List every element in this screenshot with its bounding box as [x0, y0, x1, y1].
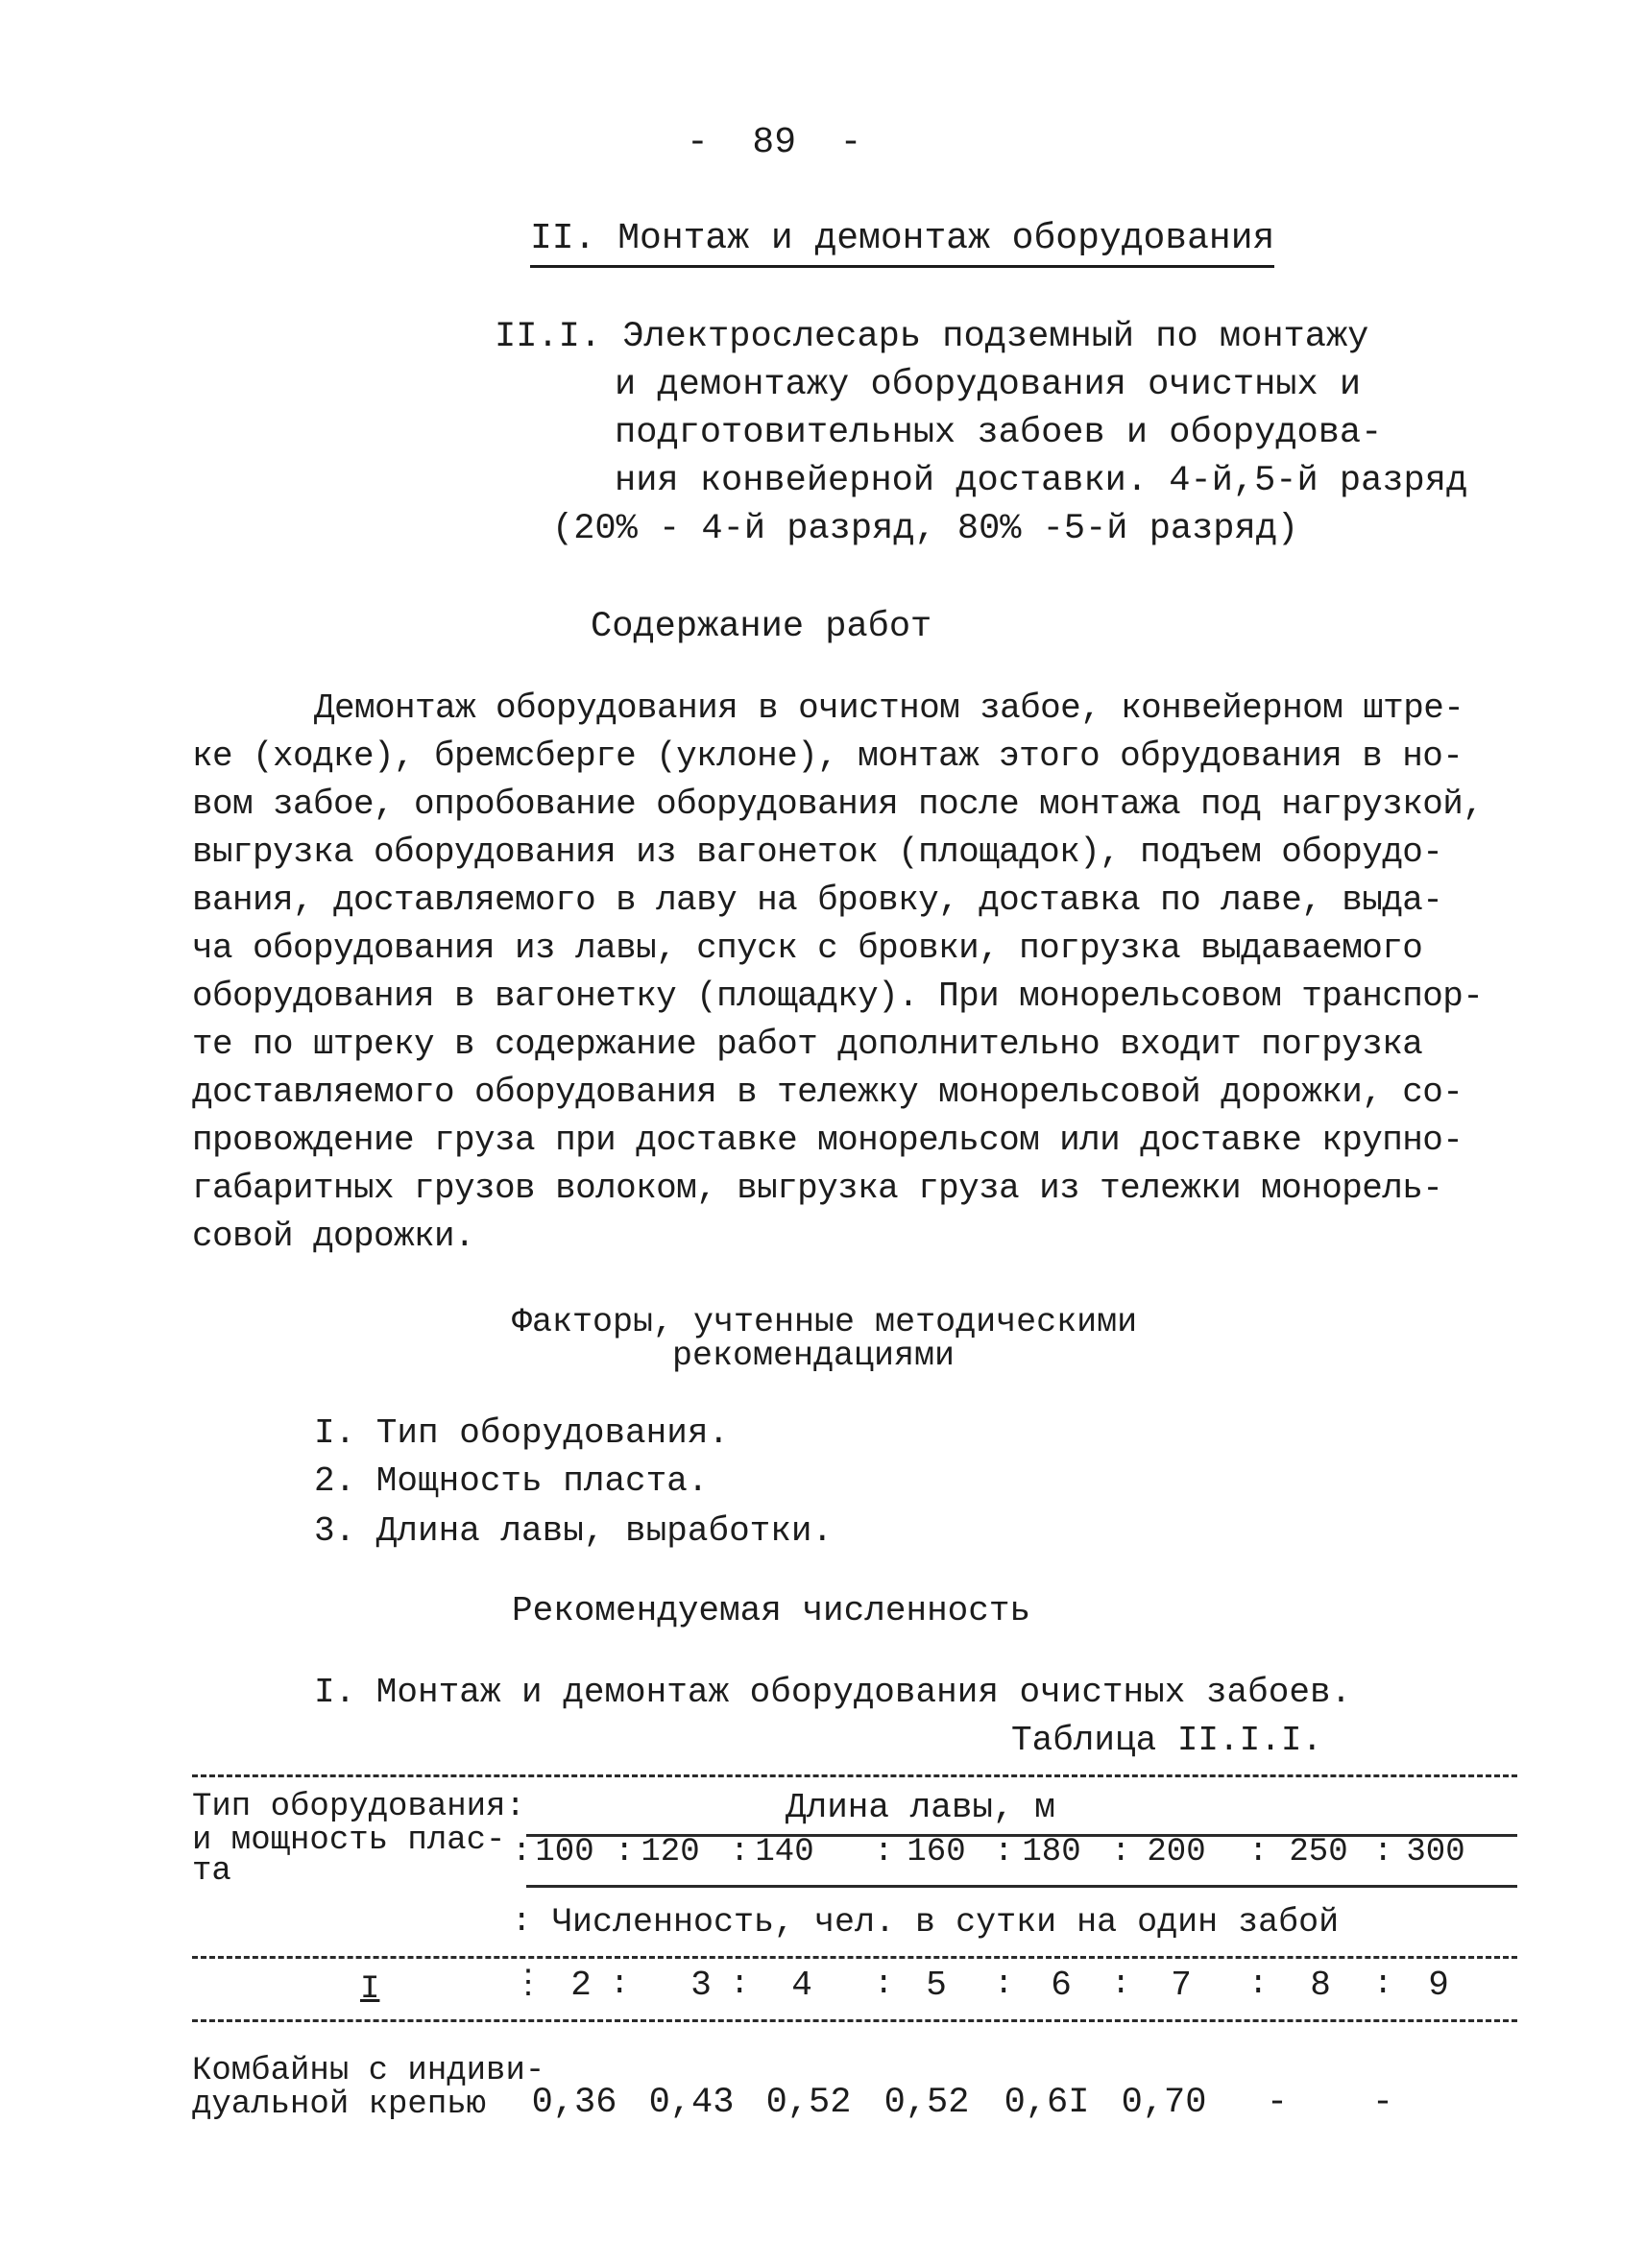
table-cell: -	[1266, 2083, 1289, 2123]
subsection-line-2: и демонтажу оборудования очистных и	[615, 365, 1362, 405]
recommended-heading: Рекомендуемая численность	[512, 1591, 1031, 1630]
factor-item: I. Тип оборудования.	[314, 1413, 730, 1453]
separator: :	[994, 1966, 1014, 2003]
paragraph-line: совой дорожки.	[192, 1217, 475, 1256]
content-heading: Содержание работ	[591, 607, 932, 647]
table-cell: -	[1371, 2083, 1394, 2123]
row-label-line-2: дуальной крепью	[192, 2087, 487, 2123]
table-cell: 0,6I	[1004, 2083, 1090, 2123]
separator: :	[994, 1834, 1014, 1870]
subsection-line-4: ния конвейерной доставки. 4-й,5-й разряд	[615, 461, 1468, 501]
factor-item: 3. Длина лавы, выработки.	[314, 1511, 834, 1551]
length-cell: 100	[535, 1834, 594, 1870]
lengths-overline	[526, 1834, 1517, 1837]
separator: :	[730, 1966, 750, 2003]
table-intro: I. Монтаж и демонтаж оборудования очистных забоев.	[314, 1673, 1352, 1712]
table-cell: 0,52	[883, 2083, 970, 2123]
column-number: 8	[1310, 1966, 1331, 2005]
separator: :	[1373, 1966, 1393, 2003]
table-cell: 0,36	[531, 2083, 617, 2123]
page-number: - 89 -	[687, 122, 862, 163]
section-title: II. Монтаж и демонтаж оборудования	[530, 221, 1274, 268]
length-header: Длина лавы, м	[786, 1788, 1055, 1827]
paragraph-line: выгрузка оборудования из вагонеток (площадок), подъем оборудо-	[192, 832, 1443, 872]
paragraph-line: Демонтаж оборудования в очистном забое, конвейерном штре-	[314, 688, 1464, 728]
index-label: I	[360, 1971, 380, 2008]
table-top-rule	[192, 1774, 1517, 1777]
subsection-line-1: II.I. Электрослесарь подземный по монтажу	[495, 317, 1369, 357]
length-cell: 180	[1022, 1834, 1081, 1870]
paragraph-line: ча оборудования из лавы, спуск с бровки, погрузка выдаваемого	[192, 929, 1423, 968]
table-caption: Таблица II.I.I.	[1011, 1721, 1323, 1760]
separator: :	[1373, 1834, 1393, 1870]
numbers-top-rule	[192, 1956, 1517, 1959]
paragraph-line: оборудования в вагонетку (площадку). При монорельсовом транспор-	[192, 977, 1484, 1016]
paragraph-line: провождение груза при доставке монорельсом или доставке крупно-	[192, 1121, 1464, 1160]
row-header-line-2: и мощность плас-	[192, 1822, 506, 1859]
column-number: 9	[1428, 1966, 1449, 2005]
length-cell: 120	[641, 1834, 700, 1870]
factors-heading-line-2: рекомендациями	[672, 1337, 956, 1375]
separator: :	[874, 1834, 894, 1870]
separator: :	[1248, 1834, 1269, 1870]
separator: :	[615, 1834, 635, 1870]
paragraph-line: ке (ходке), бремсберге (уклоне), монтаж этого обрудования в но-	[192, 736, 1464, 776]
row-header-line-1: Тип оборудования:	[192, 1789, 525, 1825]
row-header-line-3: та	[192, 1853, 231, 1890]
length-cell: 160	[907, 1834, 966, 1870]
column-number: 7	[1171, 1966, 1192, 2005]
length-cell: 300	[1406, 1834, 1465, 1870]
row-label-line-1: Комбайны с индиви-	[192, 2053, 545, 2089]
column-number: 5	[926, 1966, 947, 2005]
separator: :	[1248, 1966, 1269, 2003]
length-cell: 250	[1289, 1834, 1348, 1870]
factors-heading-line-1: Факторы, учтенные методическими	[512, 1303, 1138, 1341]
paragraph-line: вания, доставляемого в лаву на бровку, доставка по лаве, выда-	[192, 881, 1443, 920]
paragraph-line: те по штреку в содержание работ дополнительно входит погрузка	[192, 1025, 1423, 1064]
separator: ⋮	[512, 1966, 544, 2003]
column-number: 4	[791, 1966, 812, 2005]
separator: :	[610, 1966, 630, 2003]
paragraph-line: габаритных грузов волоком, выгрузка груза из тележки монорель-	[192, 1169, 1443, 1208]
column-number: 3	[690, 1966, 712, 2005]
table-cell: 0,52	[765, 2083, 852, 2123]
paragraph-line: доставляемого оборудования в тележку монорельсовой дорожки, со-	[192, 1073, 1464, 1112]
separator: :	[1111, 1966, 1131, 2003]
table-cell: 0,70	[1121, 2083, 1207, 2123]
column-number: 2	[570, 1966, 592, 2005]
length-cell: 200	[1147, 1834, 1206, 1870]
lengths-underline	[526, 1885, 1517, 1888]
factor-item: 2. Мощность пласта.	[314, 1461, 709, 1501]
headcount-header: Численность, чел. в сутки на один забой	[552, 1903, 1340, 1942]
separator: :	[1111, 1834, 1131, 1870]
separator: :	[512, 1834, 532, 1870]
subsection-line-5: (20% - 4-й разряд, 80% -5-й разряд)	[552, 509, 1299, 549]
paragraph-line: вом забое, опробование оборудования после монтажа под нагрузкой,	[192, 784, 1484, 824]
separator: :	[512, 1904, 532, 1941]
table-cell: 0,43	[648, 2083, 735, 2123]
numbers-bottom-rule	[192, 2019, 1517, 2022]
length-cell: 140	[755, 1834, 814, 1870]
separator: :	[874, 1966, 894, 2003]
subsection-line-3: подготовительных забоев и оборудова-	[615, 413, 1383, 453]
column-number: 6	[1051, 1966, 1072, 2005]
separator: :	[730, 1834, 750, 1870]
